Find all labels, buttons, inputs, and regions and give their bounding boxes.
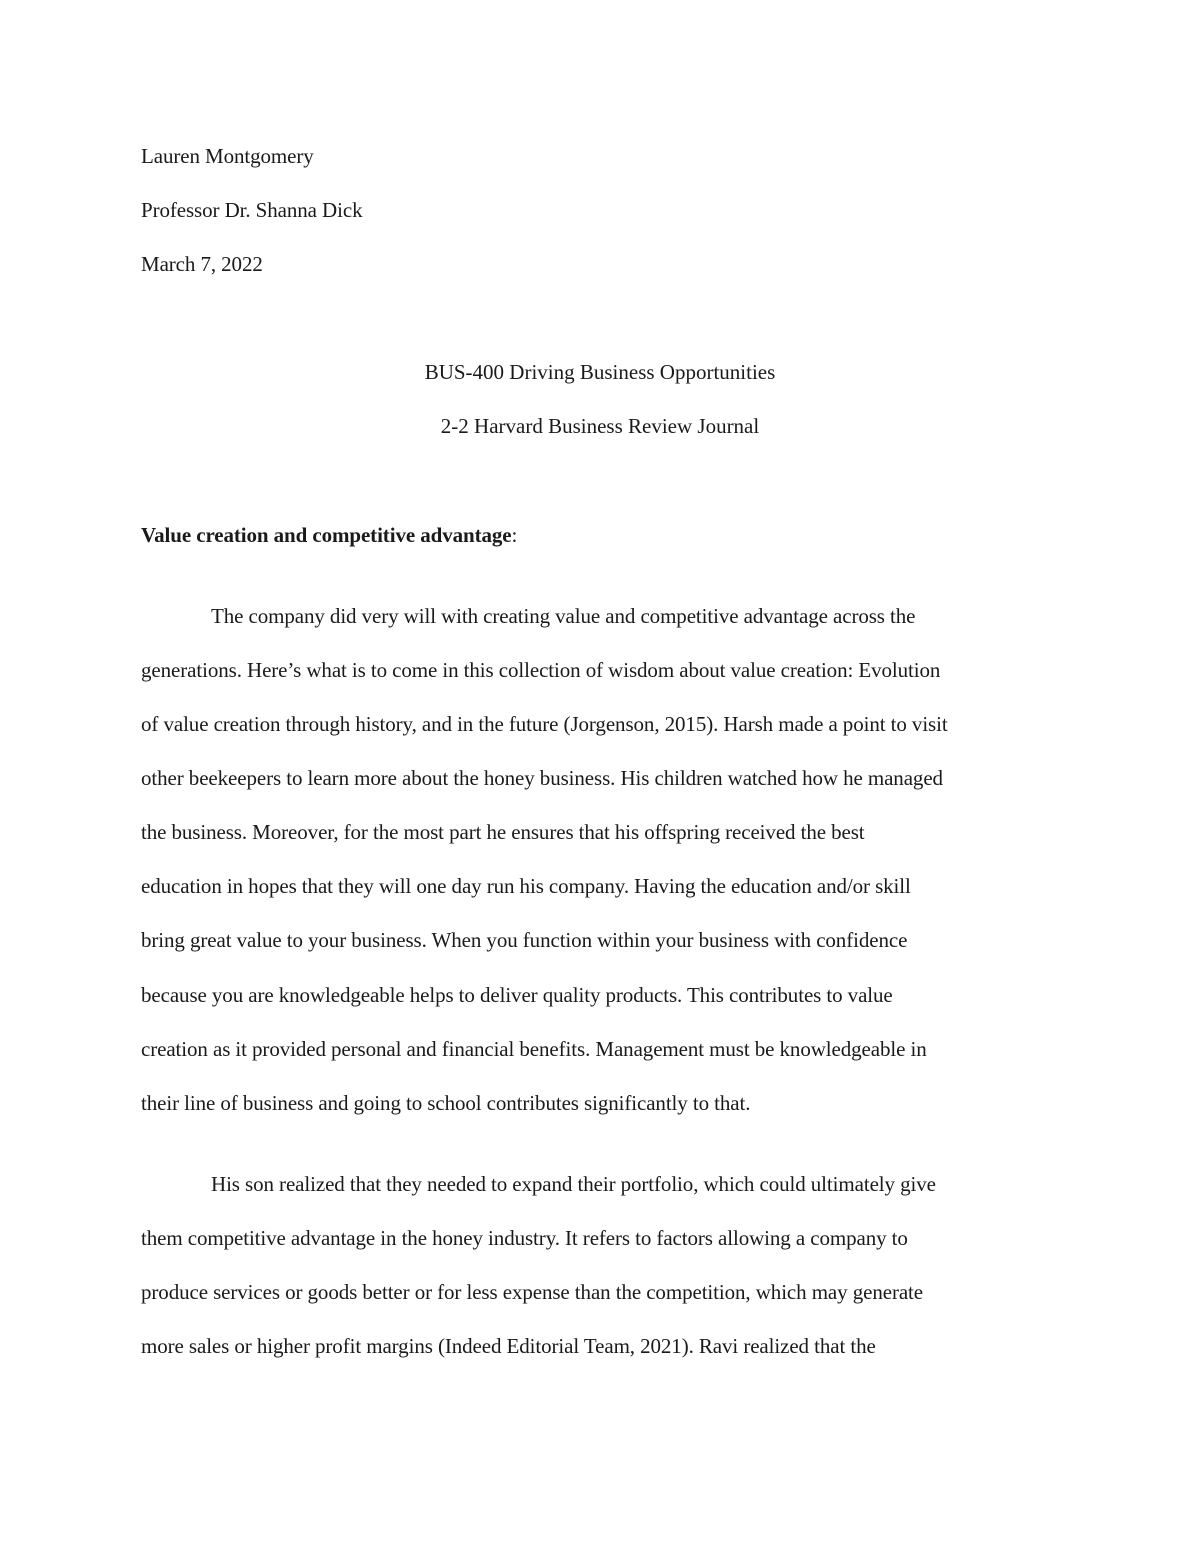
professor-name: Professor Dr. Shanna Dick bbox=[141, 198, 363, 222]
paragraph-line: their line of business and going to school contributes significantly to that. bbox=[141, 1091, 751, 1115]
paragraph-line: of value creation through history, and in the future (Jorgenson, 2015). Harsh made a point to visit bbox=[141, 712, 948, 736]
paragraph-line: bring great value to your business. When you function within your business with confidence bbox=[141, 928, 908, 952]
course-title: BUS-400 Driving Business Opportunities bbox=[424, 360, 776, 384]
section-heading-colon: : bbox=[511, 523, 518, 547]
paragraph-line: education in hopes that they will one day run his company. Having the education and/or skill bbox=[141, 874, 911, 898]
paragraph-line: generations. Here’s what is to come in this collection of wisdom about value creation: Evolution bbox=[141, 658, 941, 682]
author-name: Lauren Montgomery bbox=[141, 144, 314, 168]
document-date: March 7, 2022 bbox=[141, 252, 263, 276]
paragraph-line: other beekeepers to learn more about the honey business. His children watched how he managed bbox=[141, 766, 943, 790]
paragraph-line: creation as it provided personal and financial benefits. Management must be knowledgeable in bbox=[141, 1037, 927, 1061]
paragraph-line: them competitive advantage in the honey industry. It refers to factors allowing a company to bbox=[141, 1226, 908, 1250]
section-heading bbox=[141, 522, 517, 548]
paragraph-line: produce services or goods better or for less expense than the competition, which may generate bbox=[141, 1280, 924, 1304]
paragraph-line: more sales or higher profit margins (Indeed Editorial Team, 2021). Ravi realized that the bbox=[141, 1334, 876, 1358]
paragraph-line: the business. Moreover, for the most part he ensures that his offspring received the best bbox=[141, 820, 865, 844]
paragraph-line: His son realized that they needed to expand their portfolio, which could ultimately give bbox=[211, 1172, 936, 1196]
section-heading-text: Value creation and competitive advantage bbox=[141, 523, 512, 547]
assignment-title: 2-2 Harvard Business Review Journal bbox=[440, 414, 760, 438]
paragraph-line: The company did very will with creating value and competitive advantage across the bbox=[211, 604, 916, 628]
paragraph-line: because you are knowledgeable helps to deliver quality products. This contributes to value bbox=[141, 983, 893, 1007]
